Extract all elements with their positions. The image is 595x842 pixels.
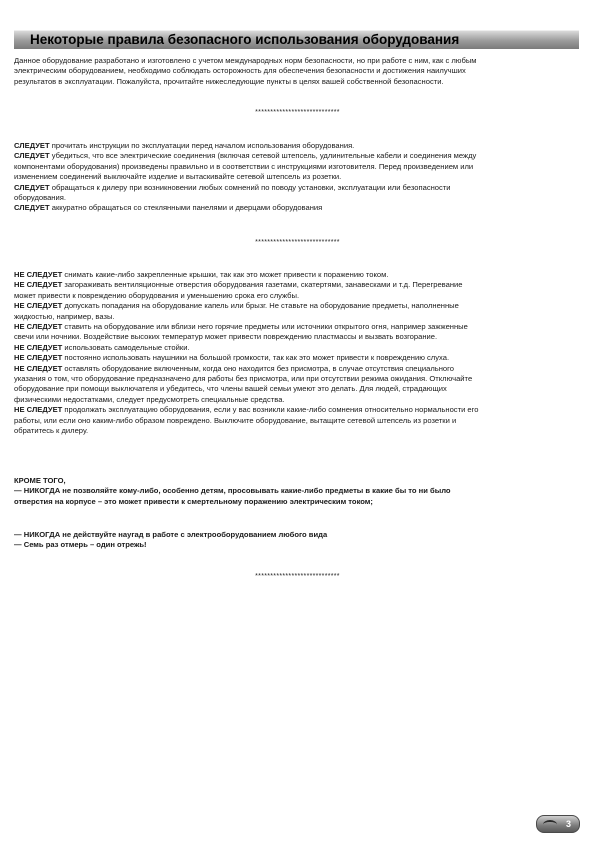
do-keyword: СЛЕДУЕТ — [14, 203, 50, 213]
section-header-bar — [14, 30, 579, 49]
intro-line: электрическим оборудованием, необходимо соблюдать осторожность для обеспечения безопасности и достижения наилучших — [14, 66, 466, 76]
intro-paragraph — [14, 56, 579, 87]
dont-keyword: НЕ СЛЕДУЕТ — [14, 280, 63, 290]
swirl-icon — [543, 820, 557, 829]
dont-item-cont: обратитесь к дилеру. — [14, 426, 89, 436]
do-item-cont: изменением соединений выключайте изделие и вытаскивайте сетевой штепсель из розетки. — [14, 172, 342, 182]
dont-keyword: НЕ СЛЕДУЕТ — [14, 363, 63, 373]
warning-line: — Семь раз отмерь – один отрежь! — [14, 540, 147, 550]
dont-keyword: НЕ СЛЕДУЕТ — [14, 270, 63, 279]
dont-item-cont: может привести к повреждению оборудования и уменьшению срока его службы. — [14, 290, 300, 300]
dont-item — [14, 270, 579, 280]
page-number-badge — [536, 815, 580, 833]
warning-line: — НИКОГДА не позволяйте кому-либо, особенно детям, просовывать какие-либо предметы в какие бы то ни было — [14, 486, 451, 496]
dont-item — [14, 322, 579, 332]
dont-item-cont: указания о том, что оборудование предназначено для работы без присмотра, или при отсутствии режима ожидания. Отключайте — [14, 374, 473, 384]
intro-line: результатов в эксплуатации. Пожалуйста, прочитайте нижеследующие пункты в целях вашей собственной безопасности. — [14, 76, 444, 86]
dont-keyword: НЕ СЛЕДУЕТ — [14, 353, 63, 363]
do-item-cont: оборудования. — [14, 193, 66, 203]
do-item-cont: компонентами оборудования) произведены правильно и в соответствии с инструкциями изготовителя. Перед произведением или — [14, 161, 474, 171]
warning-block-2 — [14, 530, 579, 551]
do-keyword: СЛЕДУЕТ — [14, 141, 50, 150]
warning-line: — НИКОГДА не действуйте наугад в работе с электрооборудованием любого вида — [14, 530, 328, 539]
dont-keyword: НЕ СЛЕДУЕТ — [14, 405, 63, 415]
do-item-text: аккуратно обращаться со стеклянными панелями и дверцами оборудования — [51, 203, 323, 213]
dont-section — [14, 270, 579, 437]
dont-item-text: ставить на оборудование или вблизи него горячие предметы или источники открытого огня, например зажженные — [64, 322, 468, 332]
do-item — [14, 151, 579, 161]
do-keyword: СЛЕДУЕТ — [14, 151, 50, 161]
do-item-text: убедиться, что все электрические соединения (включая сетевой штепсель, удлинительные кабели и соединения между — [51, 151, 477, 161]
dont-item-text: оставлять оборудование включенным, когда оно находится без присмотра, в случае отсутствия специального — [64, 363, 454, 373]
dont-keyword: НЕ СЛЕДУЕТ — [14, 301, 63, 311]
dont-item-cont: работы, или если оно каким-либо образом повреждено. Выключите оборудование, вытащите сетевой штепсель из розетки и — [14, 415, 457, 425]
do-section — [14, 141, 579, 214]
dont-keyword: НЕ СЛЕДУЕТ — [14, 322, 63, 332]
dont-item-text: продолжать эксплуатацию оборудования, если у вас возникли какие-либо сомнения относительно нормальности его — [64, 405, 479, 415]
dont-item — [14, 280, 579, 290]
dont-item-cont: свечи или ночники. Воздействие высоких температур может привести повреждению пластмассы и вызвать возгорание. — [14, 332, 438, 342]
warning-block-1 — [14, 476, 579, 507]
dont-item-cont: жидкостью, например, вазы. — [14, 311, 115, 321]
page-number: 3 — [565, 819, 571, 829]
warning-line: КРОМЕ ТОГО, — [14, 476, 66, 485]
do-item — [14, 183, 579, 193]
dont-item — [14, 301, 579, 311]
dont-item — [14, 405, 579, 415]
separator-stars: **************************** — [255, 109, 340, 116]
do-keyword: СЛЕДУЕТ — [14, 182, 50, 192]
separator-stars: **************************** — [255, 239, 340, 246]
do-item — [14, 203, 579, 213]
dont-item-text: постоянно использовать наушники на большой громкости, так как это может привести к повреждению слуха. — [64, 353, 450, 363]
page-title: Некоторые правила безопасного использования оборудования — [30, 32, 460, 47]
dont-item-text: снимать какие-либо закрепленные крышки, так как это может привести к поражению током. — [64, 270, 389, 279]
intro-line: Данное оборудование разработано и изготовлено с учетом международных норм безопасности, но при работе с ним, как с любым — [14, 56, 477, 65]
dont-item-text: использовать самодельные стойки. — [64, 342, 190, 352]
separator-stars: **************************** — [255, 573, 340, 580]
dont-item — [14, 364, 579, 374]
dont-item-cont: оборудование при помощи выключателя и убедитесь, что члены вашей семьи умеют это делать. Для людей, страдающих — [14, 384, 447, 394]
dont-item — [14, 343, 579, 353]
dont-keyword: НЕ СЛЕДУЕТ — [14, 342, 63, 352]
warning-line: отверстия на корпусе – это может привести к смертельному поражению электрическим током; — [14, 496, 373, 506]
do-item-text: обращаться к дилеру при возникновении любых сомнений по поводу установки, эксплуатации или безопасности — [51, 182, 451, 192]
do-item-text: прочитать инструкции по эксплуатации перед началом использования оборудования. — [51, 141, 355, 150]
do-item — [14, 141, 579, 151]
dont-item-text: допускать попадания на оборудование капель или брызг. Не ставьте на оборудование предметы, наполненные — [64, 301, 459, 311]
dont-item-text: загораживать вентиляционные отверстия оборудования газетами, скатертями, занавесками и т.д. Перегревание — [64, 280, 463, 290]
dont-item-cont: физическими недостатками, следует предусмотреть специальные средства. — [14, 394, 285, 404]
dont-item — [14, 353, 579, 363]
